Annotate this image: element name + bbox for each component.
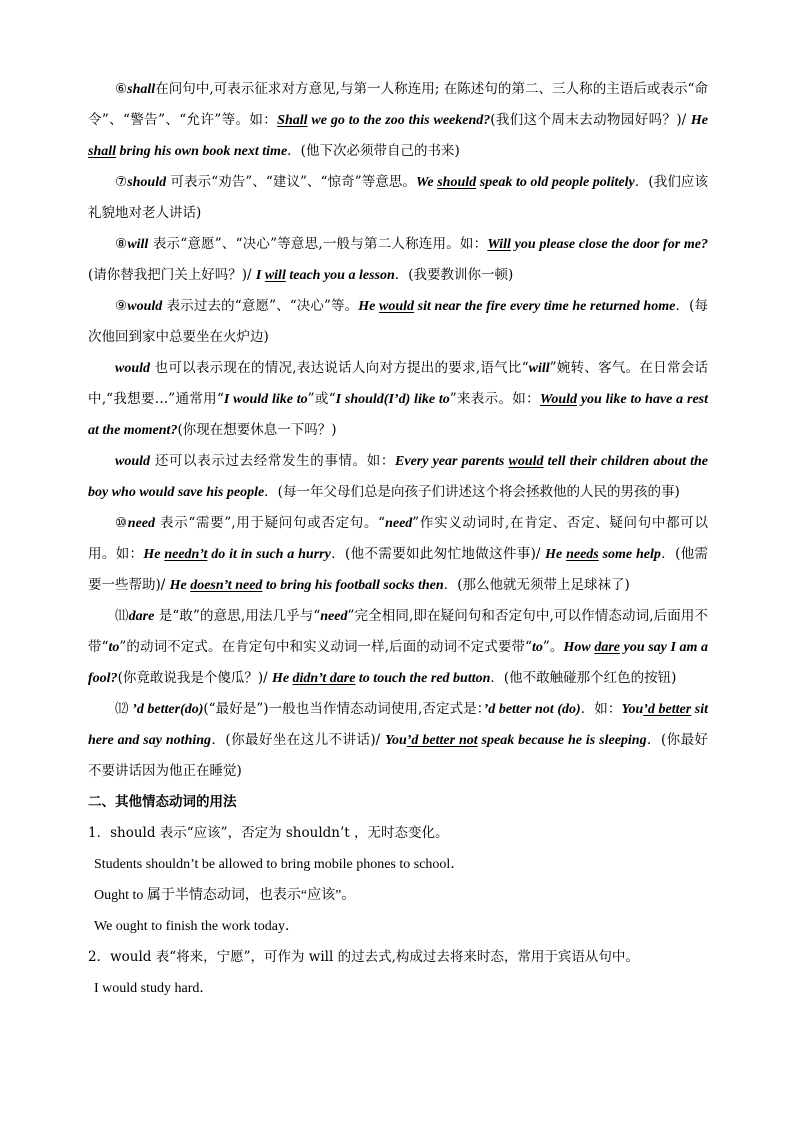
explanation: ”的动词不定式。在肯定句中和实义动词一样,后面的动词不定式要带“ [119,639,533,655]
example: How [563,640,595,655]
example-underlined: Shall [277,113,308,128]
example: You [621,702,644,717]
keyword: shall [127,82,156,97]
item-number: ⑿ [115,701,129,717]
example-underlined: needs [566,547,599,562]
translation: (每次他回到家中总要坐在火炉边) [88,298,708,345]
item-number: ⑾ [115,608,129,624]
explanation: 还可以表示过去经常发生的事情。如： [150,453,396,469]
example: tell their children about the boy who would save his people [88,454,709,500]
example-underlined: Would [539,392,577,407]
example: you say I am a fool? [88,640,709,686]
keyword: will [127,237,149,252]
paragraph-need [88,508,708,601]
example: You [384,733,407,748]
example: He [545,547,567,562]
explanation: ”。 [542,639,564,655]
example-underlined: needn’t [164,547,208,562]
example: He [690,113,709,128]
explanation: ”婉转、客气。在日常会话中,“我想要…”通常用“ [88,360,708,407]
item-number: ⑦ [115,174,128,190]
translation: (我们这个周末去动物园好吗？)/ [490,112,691,128]
paragraph-had-better [88,694,708,787]
example-underlined: didn’t dare [292,671,356,686]
translation: (我要教训你一顿) [408,267,514,283]
example: He [358,299,380,314]
section-title: 二、其他情态动词的用法 [88,794,237,810]
list-item-would: 2．would 表“将来，宁愿”，可作为 will 的过去式,构成过去将来时态，常用于宾语从句中。 [88,949,639,965]
example: He [169,578,191,593]
example-underlined: shall [88,144,117,159]
example-underlined: should [437,175,477,190]
keyword: would [127,299,163,314]
keyword: ’d better not (do) [483,702,581,717]
item-number: ⑩ [115,515,128,531]
example: sit here and say nothing [88,702,708,748]
keyword: need [385,516,413,531]
translation: (那么他就无须带上足球袜了) [457,577,630,593]
explanation: ”或“ [307,391,336,407]
example: we go to the zoo this weekend? [307,113,491,128]
paragraph-would [88,291,708,353]
example: speak to old people politely [476,175,635,190]
example: some help [598,547,661,562]
example-underlined: Will [487,237,511,252]
translation: (我们应该礼貌地对老人讲话) [88,174,708,221]
explanation: ．如： [580,701,622,717]
explanation: 表示过去的“意愿”、“决心”等。 [162,298,359,314]
item-number: ⑥ [115,81,128,97]
paragraph-would-present [88,353,708,446]
keyword: dare [128,609,155,624]
example-underlined: dare [594,640,621,655]
paragraph-would-past-habit [88,446,708,508]
item-number: ⑨ [115,298,128,314]
keyword: would [115,454,151,469]
example-underlined: will [264,268,286,283]
ought-to-note: Ought to 属于半情态动词，也表示“应该”。 [94,888,356,903]
translation: (请你替我把门关上好吗？)/ [88,267,256,283]
paragraph-should [88,167,708,229]
period: ． [287,143,301,159]
item-number: ⑧ [115,236,128,252]
example-underlined: would [379,299,415,314]
explanation: 表示“需要”,用于疑问句或否定句。“ [155,515,386,531]
example-underlined: would [508,454,544,469]
keyword: would [115,361,151,376]
example: you like to have a rest at the moment? [88,392,709,438]
period: ． [264,484,278,500]
explanation: ”作实义动词时,在肯定、否定、疑问句中都可以用。如： [88,515,708,562]
explanation: 是“敢”的意思,用法几乎与“ [154,608,321,624]
translation: (他需要一些帮助)/ [88,546,709,593]
keyword: I would like to [223,392,308,407]
translation: (他不敢触碰那个红色的按钮) [503,670,677,686]
keyword: will [528,361,550,376]
keyword: to [108,640,120,655]
period: ． [394,267,409,283]
period: ． [490,670,504,686]
period: ． [675,298,690,314]
example: to bring his football socks then [262,578,444,593]
translation: (他下次必须带自己的书来) [300,143,460,159]
explanation: ”完全相同,即在疑问句和否定句中,可以作情态动词,后面用不带“ [88,608,709,655]
example-sentence: We ought to finish the work today． [94,919,299,934]
translation: (他不需要如此匆忙地做这件事)/ [345,546,546,562]
example: Every year parents [395,454,509,469]
example: I [255,268,265,283]
example: bring his own book next time [116,144,288,159]
keyword: should [127,175,167,190]
explanation: 也可以表示现在的情况,表达说话人向对方提出的要求,语气比“ [150,360,529,376]
explanation: 表示“意愿”、“决心”等意思,一般与第二人称连用。如： [148,236,488,252]
list-item-should: 1．should 表示“应该”，否定为 shouldn’t ，无时态变化。 [88,825,449,841]
example-sentence: I would study hard． [94,981,214,996]
translation: (每一年父母们总是向孩子们讲述这个将会拯救他的人民的男孩的事) [277,484,680,500]
explanation: 可表示“劝告”、“建议”、“惊奇”等意思。 [166,174,416,190]
keyword: I should(I’d) like to [335,392,450,407]
period: ． [634,174,649,190]
keyword: need [127,516,156,531]
period: ． [330,546,346,562]
example: do it in such a hurry [207,547,331,562]
example-underlined: doesn’t need [190,578,263,593]
example: We [416,175,438,190]
example: He [143,547,165,562]
example: to touch the red button [355,671,491,686]
document-page [88,74,708,1004]
explanation: ”来表示。如： [449,391,540,407]
example: you please close the door for me? [510,237,708,252]
example: speak because he is sleeping [477,733,647,748]
example-sentence: Students shouldn’t be allowed to bring mobile phones to school． [94,857,465,872]
paragraph-will [88,229,708,291]
translation: (你竟敢说我是个傻瓜？)/ [117,670,272,686]
example-underlined: ’d better [643,702,692,717]
period: ． [646,732,661,748]
example: teach you a lesson [285,268,395,283]
keyword: ’d better(do) [128,702,204,717]
explanation: 在问句中,可表示征求对方意见,与第一人称连用; 在陈述句的第二、三人称的主语后或表示“命令”、“警告”、“允许”等。如： [88,81,708,128]
translation: (你最好不要讲话因为他正在睡觉) [88,732,709,779]
example: sit near the fire every time he returned home [414,299,676,314]
example-underlined: ’d better not [406,733,478,748]
translation: (你最好坐在这儿不讲话)/ [225,732,385,748]
translation: (你现在想要休息一下吗？) [177,422,337,438]
period: ． [660,546,676,562]
explanation: (“最好是”)一般也当作情态动词使用,否定式是： [203,701,484,717]
paragraph-dare [88,601,708,694]
paragraph-shall [88,74,708,167]
period: ． [211,732,226,748]
example: He [271,671,293,686]
keyword: need [320,609,348,624]
period: ． [443,577,458,593]
keyword: to [532,640,543,655]
